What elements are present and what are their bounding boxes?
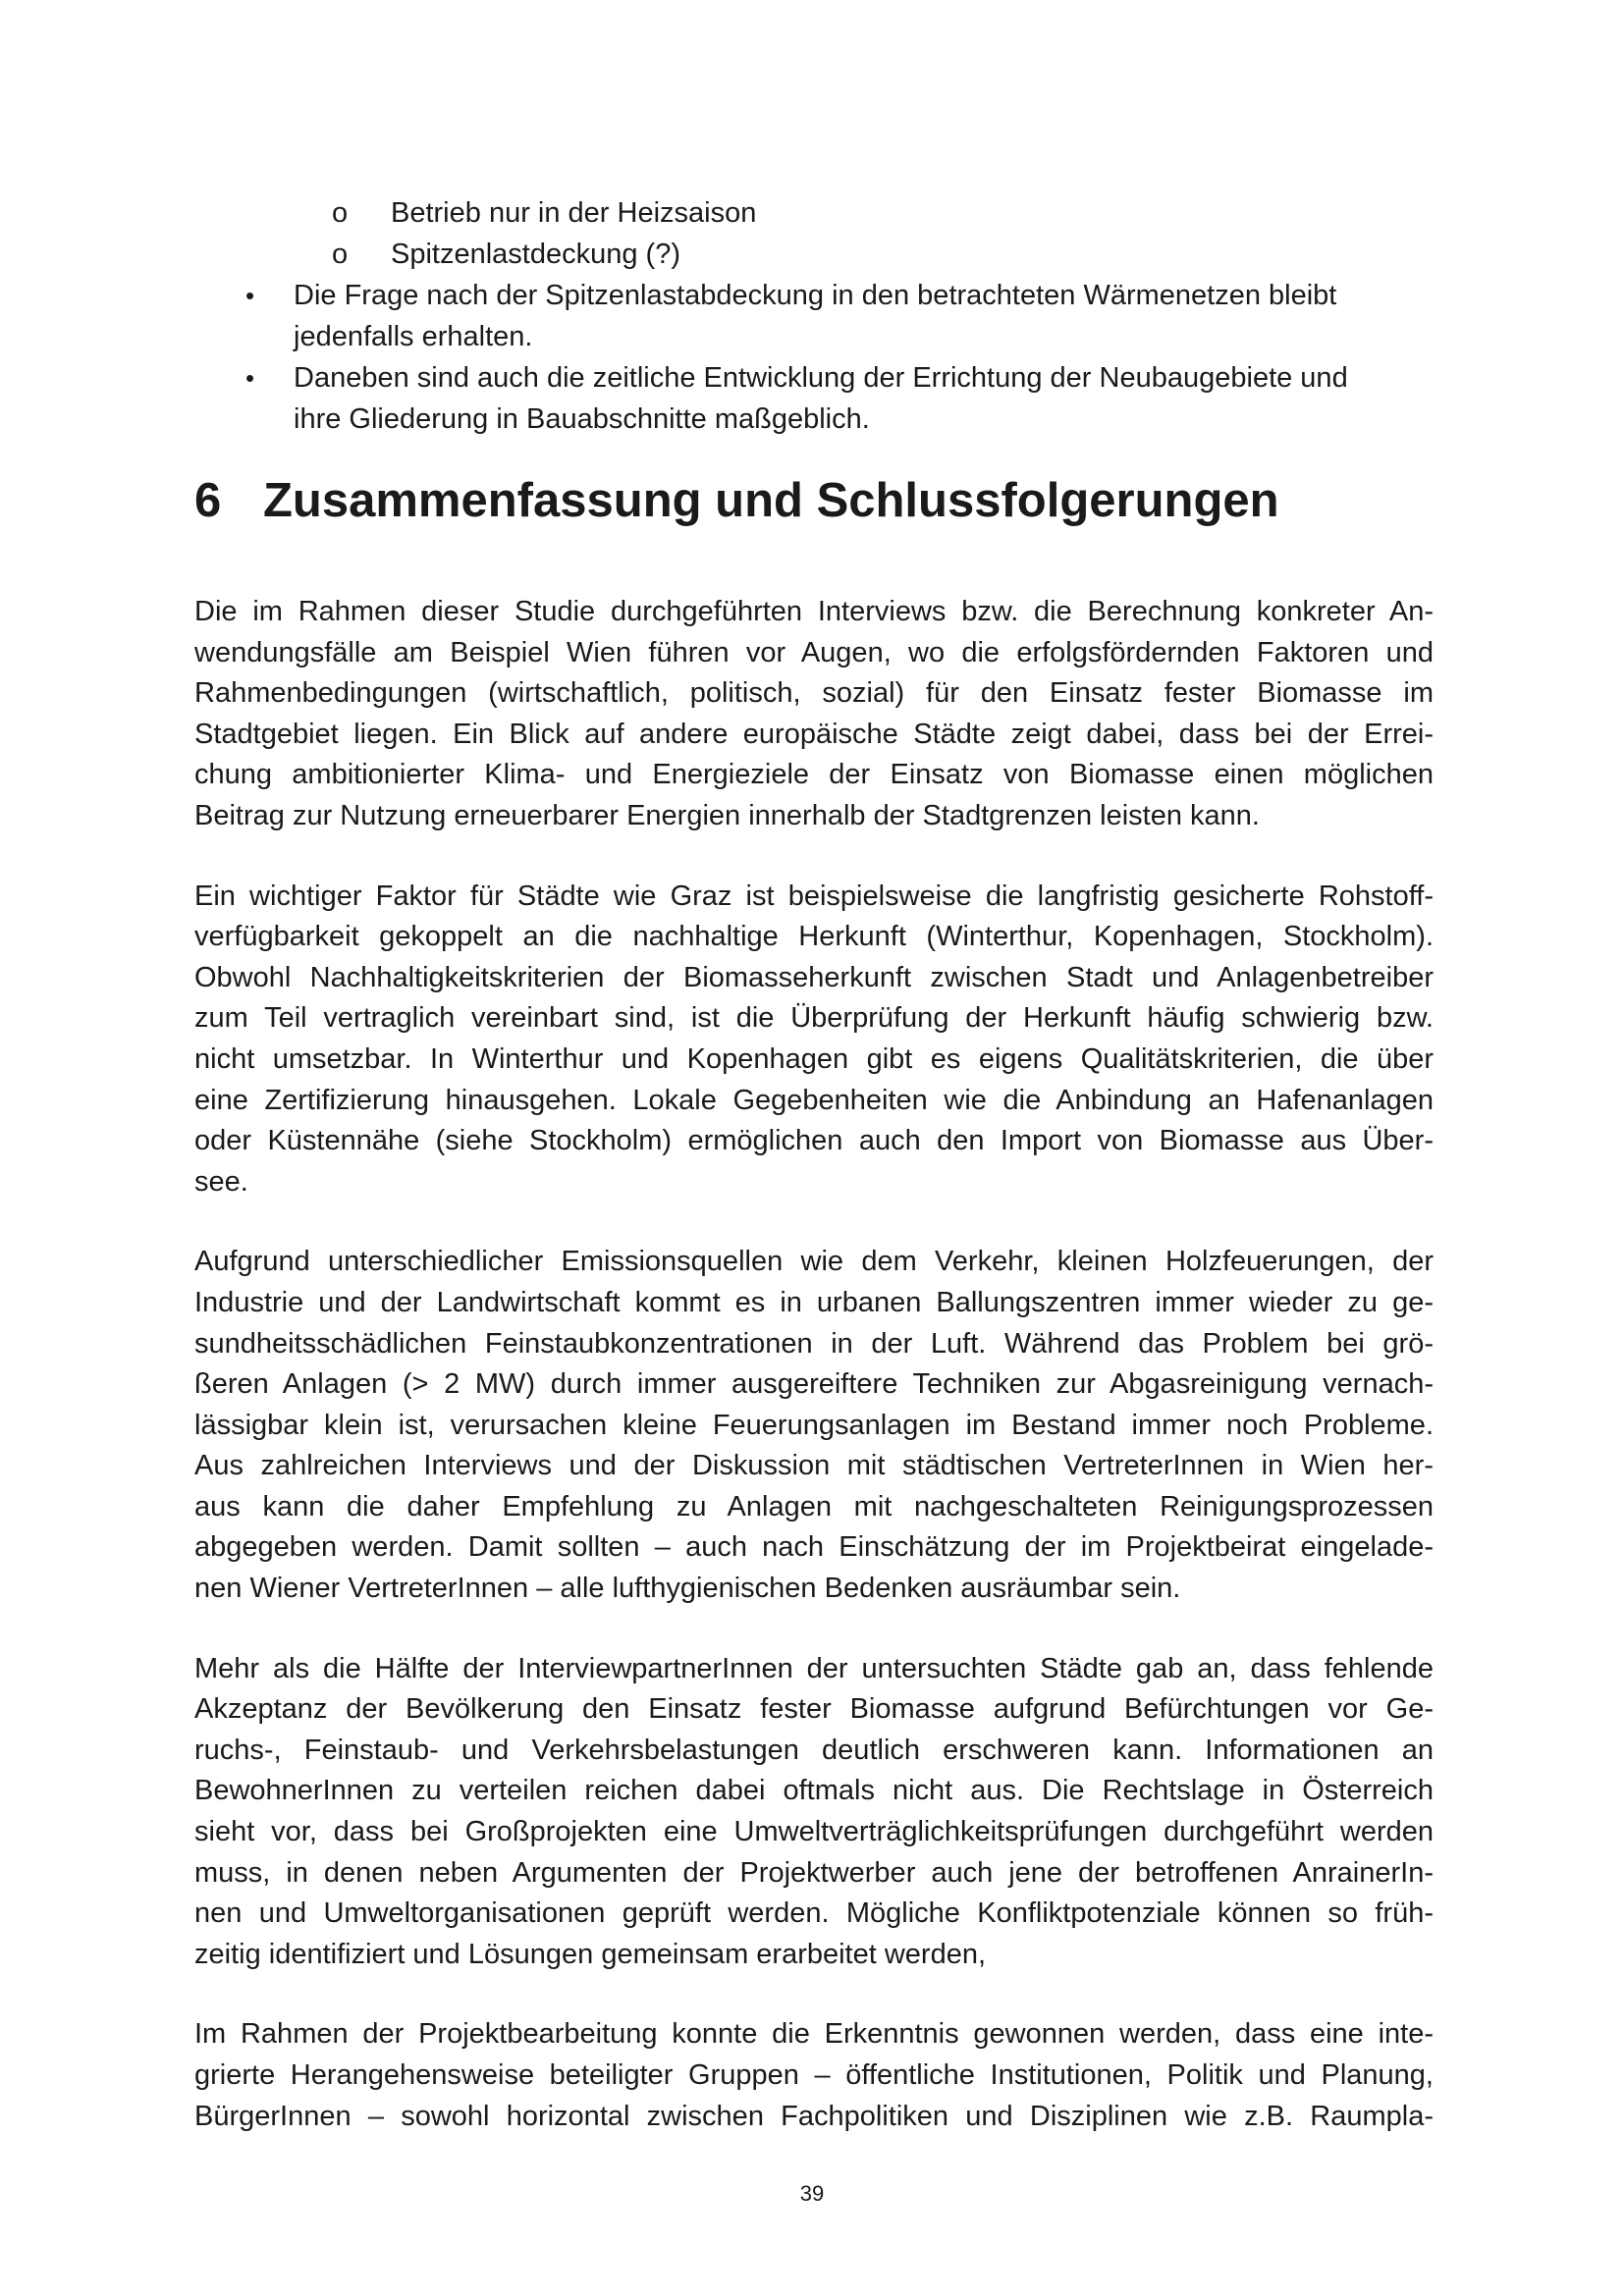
paragraph-line: nicht umsetzbar. In Winterthur und Kopenhagen gibt es eigens Qualitätskriterien, die über: [194, 1042, 1434, 1075]
paragraph-line: BürgerInnen – sowohl horizontal zwischen Fachpolitiken und Disziplinen wie z.B. Raumpla-: [194, 2100, 1434, 2132]
section-number: 6: [194, 474, 222, 527]
paragraph-line: aus kann die daher Empfehlung zu Anlagen mit nachgeschalteten Reinigungsprozessen: [194, 1490, 1434, 1522]
bullet-list-item: [194, 275, 1434, 357]
page-number: 39: [799, 2181, 825, 2206]
paragraph-line: ruchs-, Feinstaub- und Verkehrsbelastungen deutlich erschweren kann. Informationen an: [194, 1734, 1434, 1766]
paragraph-line: see.: [194, 1165, 248, 1198]
paragraph: [194, 1649, 1434, 1976]
paragraph-line: nen Wiener VertreterInnen – alle lufthygienischen Bedenken ausräumbar sein.: [194, 1573, 1181, 1605]
paragraph-line: Obwohl Nachhaltigkeitskriterien der Biomasseherkunft zwischen Stadt und Anlagenbetreiber: [194, 961, 1434, 993]
section-title: Zusammenfassung und Schlussfolgerungen: [263, 474, 1279, 527]
paragraph-line: sieht vor, dass bei Großprojekten eine Umweltverträglichkeitsprüfungen durchgeführt werden: [194, 1816, 1434, 1848]
page-content: [194, 192, 1434, 2137]
bullet-text-line: Die Frage nach der Spitzenlastabdeckung in den betrachteten Wärmenetzen bleibt: [294, 280, 1337, 311]
paragraph-line: lässigbar klein ist, verursachen kleine Feuerungsanlagen im Bestand immer noch Probleme.: [194, 1409, 1434, 1441]
bullet-icon: •: [245, 363, 255, 393]
paragraph: [194, 2014, 1434, 2137]
paragraph-line: ßeren Anlagen (> 2 MW) durch immer ausgereiftere Techniken zur Abgasreinigung vernach-: [194, 1368, 1434, 1401]
paragraph-line: grierte Herangehensweise beteiligter Gruppen – öffentliche Institutionen, Politik und Planung,: [194, 2059, 1434, 2091]
paragraph-line: nen und Umweltorganisationen geprüft werden. Mögliche Konfliktpotenziale können so früh-: [194, 1897, 1434, 1930]
paragraph: [194, 877, 1434, 1203]
bullet-list-item: [194, 357, 1434, 440]
paragraph-line: Aus zahlreichen Interviews und der Diskussion mit städtischen VertreterInnen in Wien her-: [194, 1450, 1434, 1482]
paragraph-line: Mehr als die Hälfte der InterviewpartnerInnen der untersuchten Städte gab an, dass fehlende: [194, 1652, 1434, 1684]
bullet-text-line: Daneben sind auch die zeitliche Entwicklung der Errichtung der Neubaugebiete und: [294, 362, 1348, 394]
paragraph-line: oder Küstennähe (siehe Stockholm) ermöglichen auch den Import von Biomasse aus Über-: [194, 1125, 1434, 1157]
paragraph-line: Aufgrund unterschiedlicher Emissionsquellen wie dem Verkehr, kleinen Holzfeuerungen, der: [194, 1246, 1434, 1278]
paragraph-line: Industrie und der Landwirtschaft kommt es in urbanen Ballungszentren immer wieder zu ge-: [194, 1286, 1434, 1318]
paragraph-line: sundheitsschädlichen Feinstaubkonzentrationen in der Luft. Während das Problem bei grö-: [194, 1327, 1434, 1360]
paragraph: [194, 592, 1434, 837]
sub-list-item: [194, 234, 1434, 275]
paragraph-line: Rahmenbedingungen (wirtschaftlich, politisch, sozial) für den Einsatz fester Biomasse im: [194, 677, 1434, 710]
paragraph-line: zum Teil vertraglich vereinbart sind, ist die Überprüfung der Herkunft häufig schwierig bzw.: [194, 1002, 1434, 1035]
paragraph-line: Beitrag zur Nutzung erneuerbarer Energien innerhalb der Stadtgrenzen leisten kann.: [194, 799, 1260, 831]
circle-bullet-icon: o: [332, 239, 349, 270]
paragraph-line: verfügbarkeit gekoppelt an die nachhaltige Herkunft (Winterthur, Kopenhagen, Stockholm).: [194, 921, 1434, 953]
paragraph-line: eine Zertifizierung hinausgehen. Lokale Gegebenheiten wie die Anbindung an Hafenanlagen: [194, 1084, 1434, 1116]
bullet-text-line: jedenfalls erhalten.: [294, 321, 533, 352]
sub-list-item-text: Betrieb nur in der Heizsaison: [391, 197, 757, 229]
paragraph-line: muss, in denen neben Argumenten der Projektwerber auch jene der betroffenen AnrainerIn-: [194, 1856, 1434, 1889]
sub-list-item: [194, 192, 1434, 234]
paragraph-line: Im Rahmen der Projektbearbeitung konnte die Erkenntnis gewonnen werden, dass eine inte-: [194, 2018, 1434, 2051]
bullet-text-line: ihre Gliederung in Bauabschnitte maßgeblich.: [294, 403, 870, 435]
paragraph-line: Die im Rahmen dieser Studie durchgeführten Interviews bzw. die Berechnung konkreter An-: [194, 596, 1434, 627]
paragraph-line: Ein wichtiger Faktor für Städte wie Graz ist beispielsweise die langfristig gesicherte Rohstoff-: [194, 880, 1434, 912]
paragraph-line: abgegeben werden. Damit sollten – auch nach Einschätzung der im Projektbeirat eingelade-: [194, 1531, 1434, 1564]
circle-bullet-icon: o: [332, 197, 349, 229]
paragraph-line: zeitig identifiziert und Lösungen gemeinsam erarbeitet werden,: [194, 1938, 987, 1970]
section-heading: [194, 467, 1434, 534]
paragraph-line: BewohnerInnen zu verteilen reichen dabei oftmals nicht aus. Die Rechtslage in Österreich: [194, 1775, 1434, 1807]
paragraph-line: Stadtgebiet liegen. Ein Blick auf andere europäische Städte zeigt dabei, dass bei der Errei-: [194, 718, 1434, 750]
bullet-icon: •: [245, 281, 255, 310]
paragraph-line: chung ambitionierter Klima- und Energieziele der Einsatz von Biomasse einen möglichen: [194, 759, 1434, 791]
paragraph-line: wendungsfälle am Beispiel Wien führen vor Augen, wo die erfolgsfördernden Faktoren und: [194, 636, 1434, 668]
sub-list-item-text: Spitzenlastdeckung (?): [391, 239, 680, 270]
paragraph-line: Akzeptanz der Bevölkerung den Einsatz fester Biomasse aufgrund Befürchtungen vor Ge-: [194, 1693, 1434, 1726]
paragraph: [194, 1242, 1434, 1609]
